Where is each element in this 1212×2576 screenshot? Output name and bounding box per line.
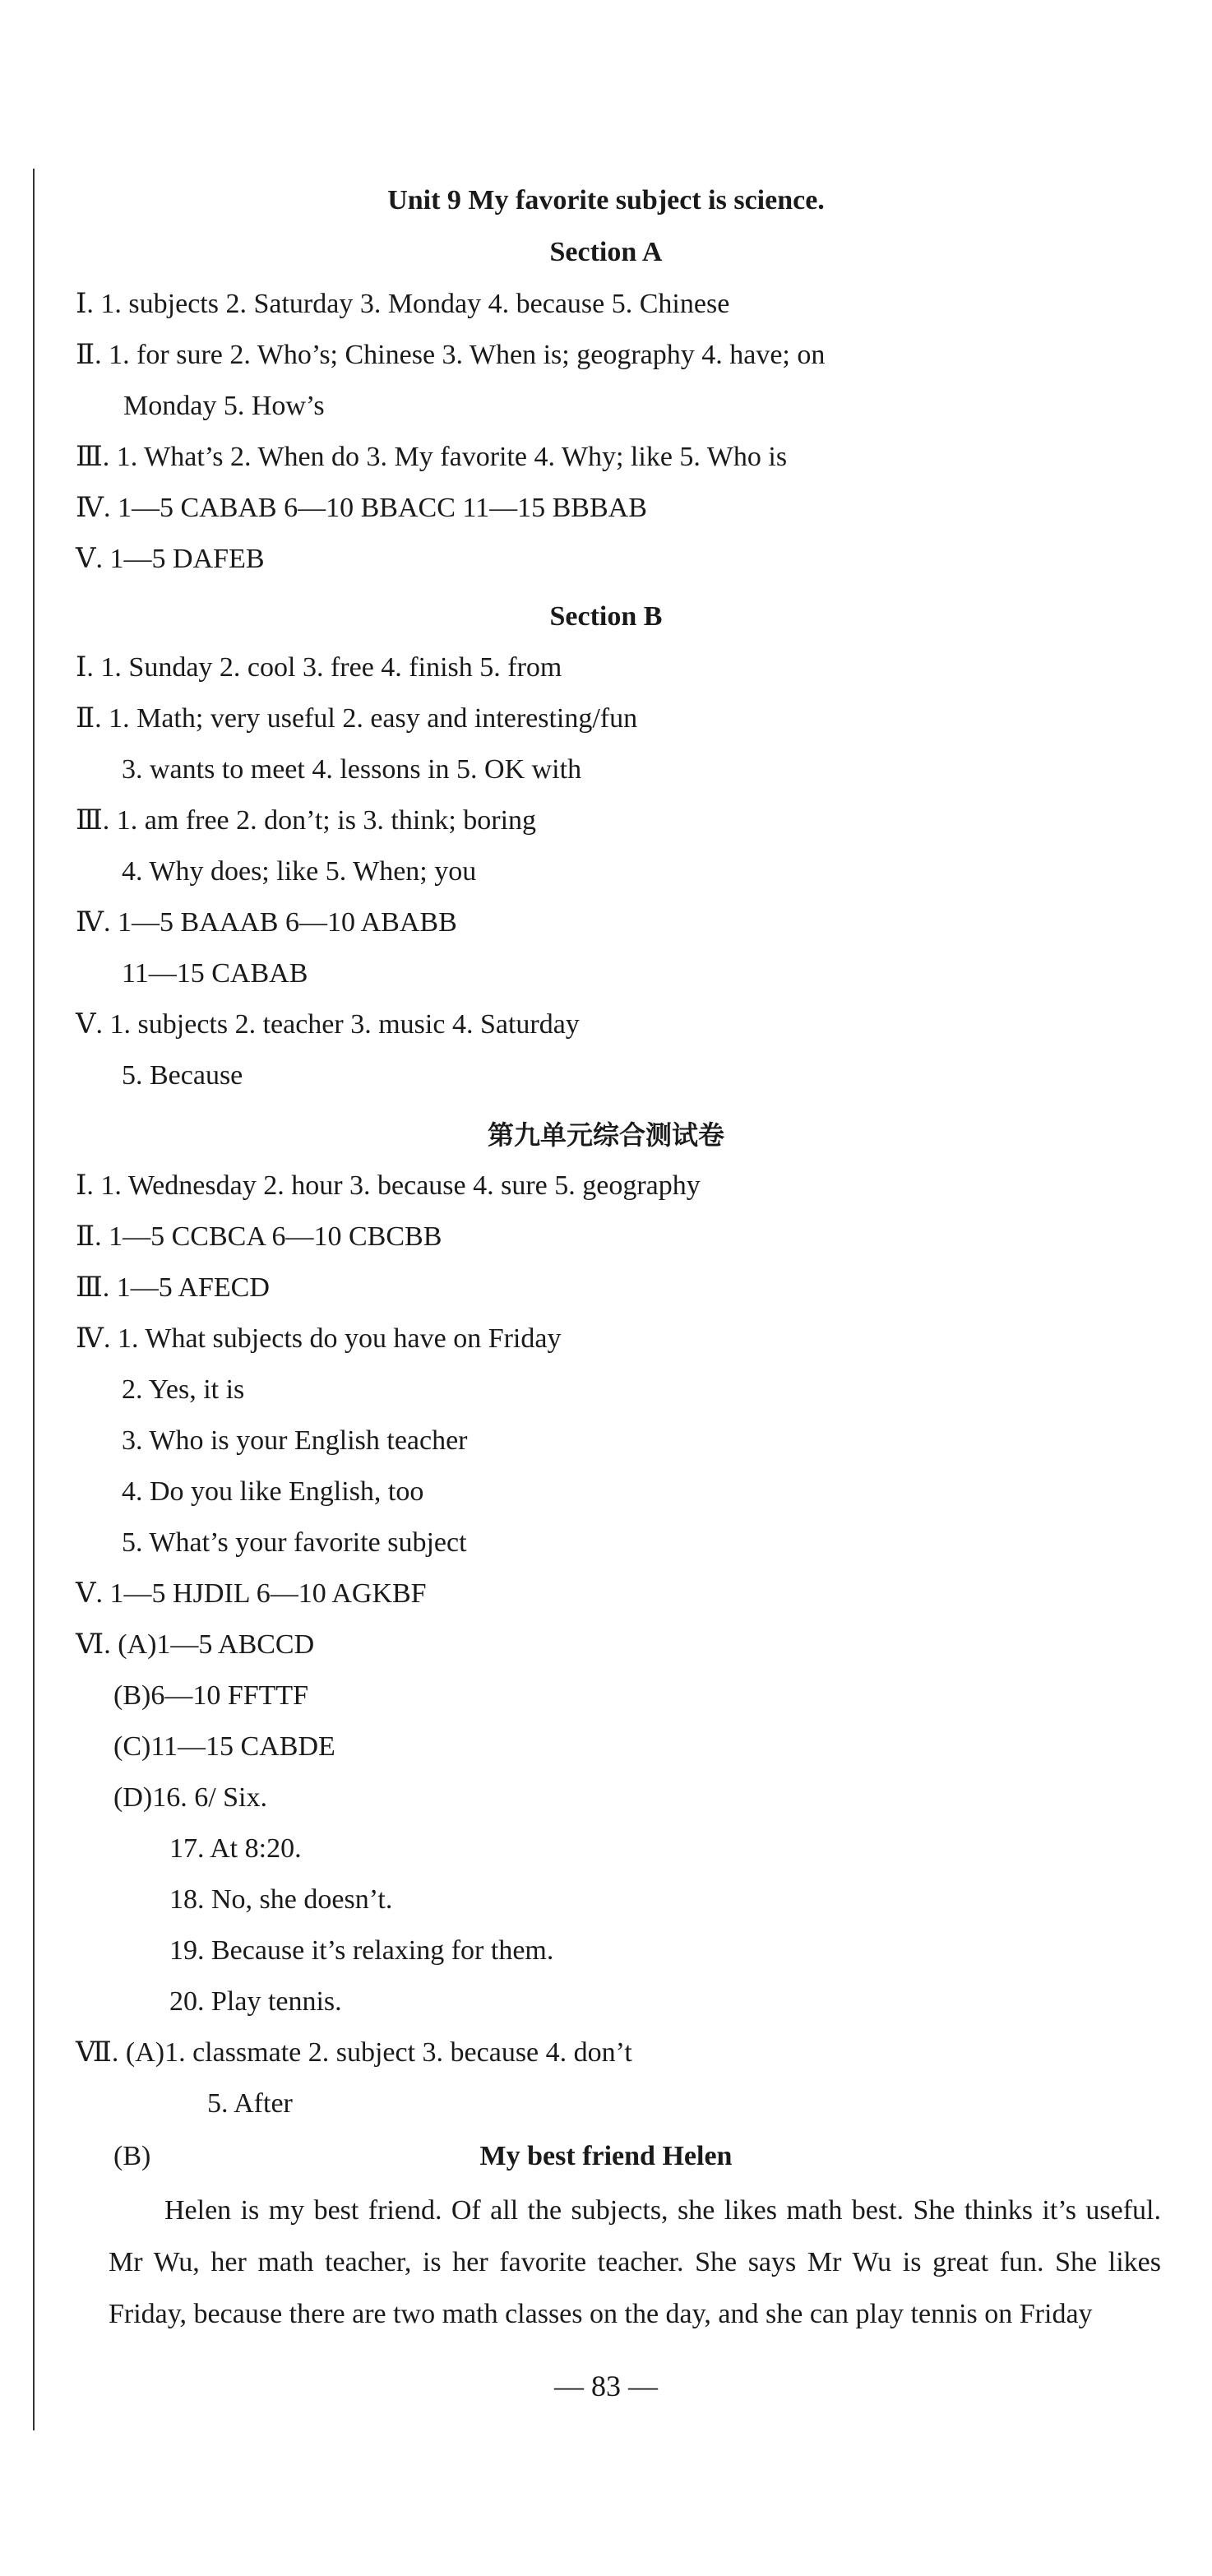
section-b-line: 3. wants to meet 4. lessons in 5. OK with — [122, 754, 582, 785]
section-a-line: Ⅰ. 1. subjects 2. Saturday 3. Monday 4. because 5. Chinese — [76, 289, 730, 319]
section-a-line: Ⅳ. 1—5 CABAB 6—10 BBACC 11—15 BBBAB — [76, 493, 647, 523]
section-b-line: 11—15 CABAB — [122, 958, 308, 989]
essay-title: My best friend Helen — [479, 2141, 733, 2171]
unit-test-line: 3. Who is your English teacher — [122, 1425, 468, 1456]
unit-test-line: Ⅴ. 1—5 HJDIL 6—10 AGKBF — [76, 1578, 427, 1609]
essay-label: (B) — [113, 2141, 151, 2171]
page-number: — 83 — — [554, 2370, 658, 2402]
section-b-line: Ⅲ. 1. am free 2. don’t; is 3. think; boring — [76, 805, 537, 836]
section-a-title: Section A — [549, 237, 663, 267]
section-b-title: Section B — [549, 601, 663, 632]
unit-title: Unit 9 My favorite subject is science. — [387, 185, 825, 215]
unit-test-line: (D)16. 6/ Six. — [113, 1782, 267, 1813]
section-b-line: Ⅱ. 1. Math; very useful 2. easy and interesting/fun — [76, 703, 638, 734]
unit-test-line: Ⅶ. (A)1. classmate 2. subject 3. because 4. don’t — [76, 2037, 632, 2068]
unit-test-line: Ⅲ. 1—5 AFECD — [76, 1272, 270, 1303]
unit-test-line: 18. No, she doesn’t. — [169, 1884, 393, 1915]
section-a-line: Ⅲ. 1. What’s 2. When do 3. My favorite 4. Why; like 5. Who is — [76, 442, 788, 472]
unit-test-line: Ⅳ. 1. What subjects do you have on Friday — [76, 1323, 562, 1354]
section-a-line: Monday 5. How’s — [123, 391, 325, 421]
unit-test-line: 4. Do you like English, too — [122, 1476, 424, 1507]
left-margin-rule — [33, 169, 35, 2430]
unit-test-line: 20. Play tennis. — [169, 1986, 342, 2017]
unit-test-line: 17. At 8:20. — [169, 1833, 302, 1864]
unit-test-line: Ⅱ. 1—5 CCBCA 6—10 CBCBB — [76, 1221, 442, 1252]
unit-test-line: (B)6—10 FFTTF — [113, 1680, 309, 1711]
section-b-line: Ⅰ. 1. Sunday 2. cool 3. free 4. finish 5. from — [76, 652, 562, 683]
unit-test-title: 第九单元综合测试卷 — [487, 1119, 724, 1151]
section-a-line: Ⅱ. 1. for sure 2. Who’s; Chinese 3. When is; geography 4. have; on — [76, 340, 826, 370]
unit-test-line: (C)11—15 CABDE — [113, 1731, 335, 1762]
unit-test-line: 5. After — [207, 2088, 293, 2119]
section-b-line: 5. Because — [122, 1060, 243, 1091]
section-a-line: Ⅴ. 1—5 DAFEB — [76, 544, 265, 574]
section-b-line: Ⅴ. 1. subjects 2. teacher 3. music 4. Saturday — [76, 1009, 580, 1040]
unit-test-line: 19. Because it’s relaxing for them. — [169, 1935, 554, 1966]
unit-test-line: 2. Yes, it is — [122, 1374, 245, 1405]
essay-paragraph: Helen is my best friend. Of all the subjects, she likes math best. She thinks it’s useful. Mr Wu, her math teacher, is her favorite teacher. She says Mr Wu is great fun. She likes Friday, because there are two math classes on the day, and she can play tennis on Friday — [109, 2195, 1161, 2329]
section-b-line: Ⅳ. 1—5 BAAAB 6—10 ABABB — [76, 907, 457, 938]
unit-test-line: Ⅵ. (A)1—5 ABCCD — [76, 1629, 315, 1660]
unit-test-line: Ⅰ. 1. Wednesday 2. hour 3. because 4. sure 5. geography — [76, 1170, 701, 1201]
unit-test-line: 5. What’s your favorite subject — [122, 1527, 467, 1558]
section-b-line: 4. Why does; like 5. When; you — [122, 856, 477, 887]
